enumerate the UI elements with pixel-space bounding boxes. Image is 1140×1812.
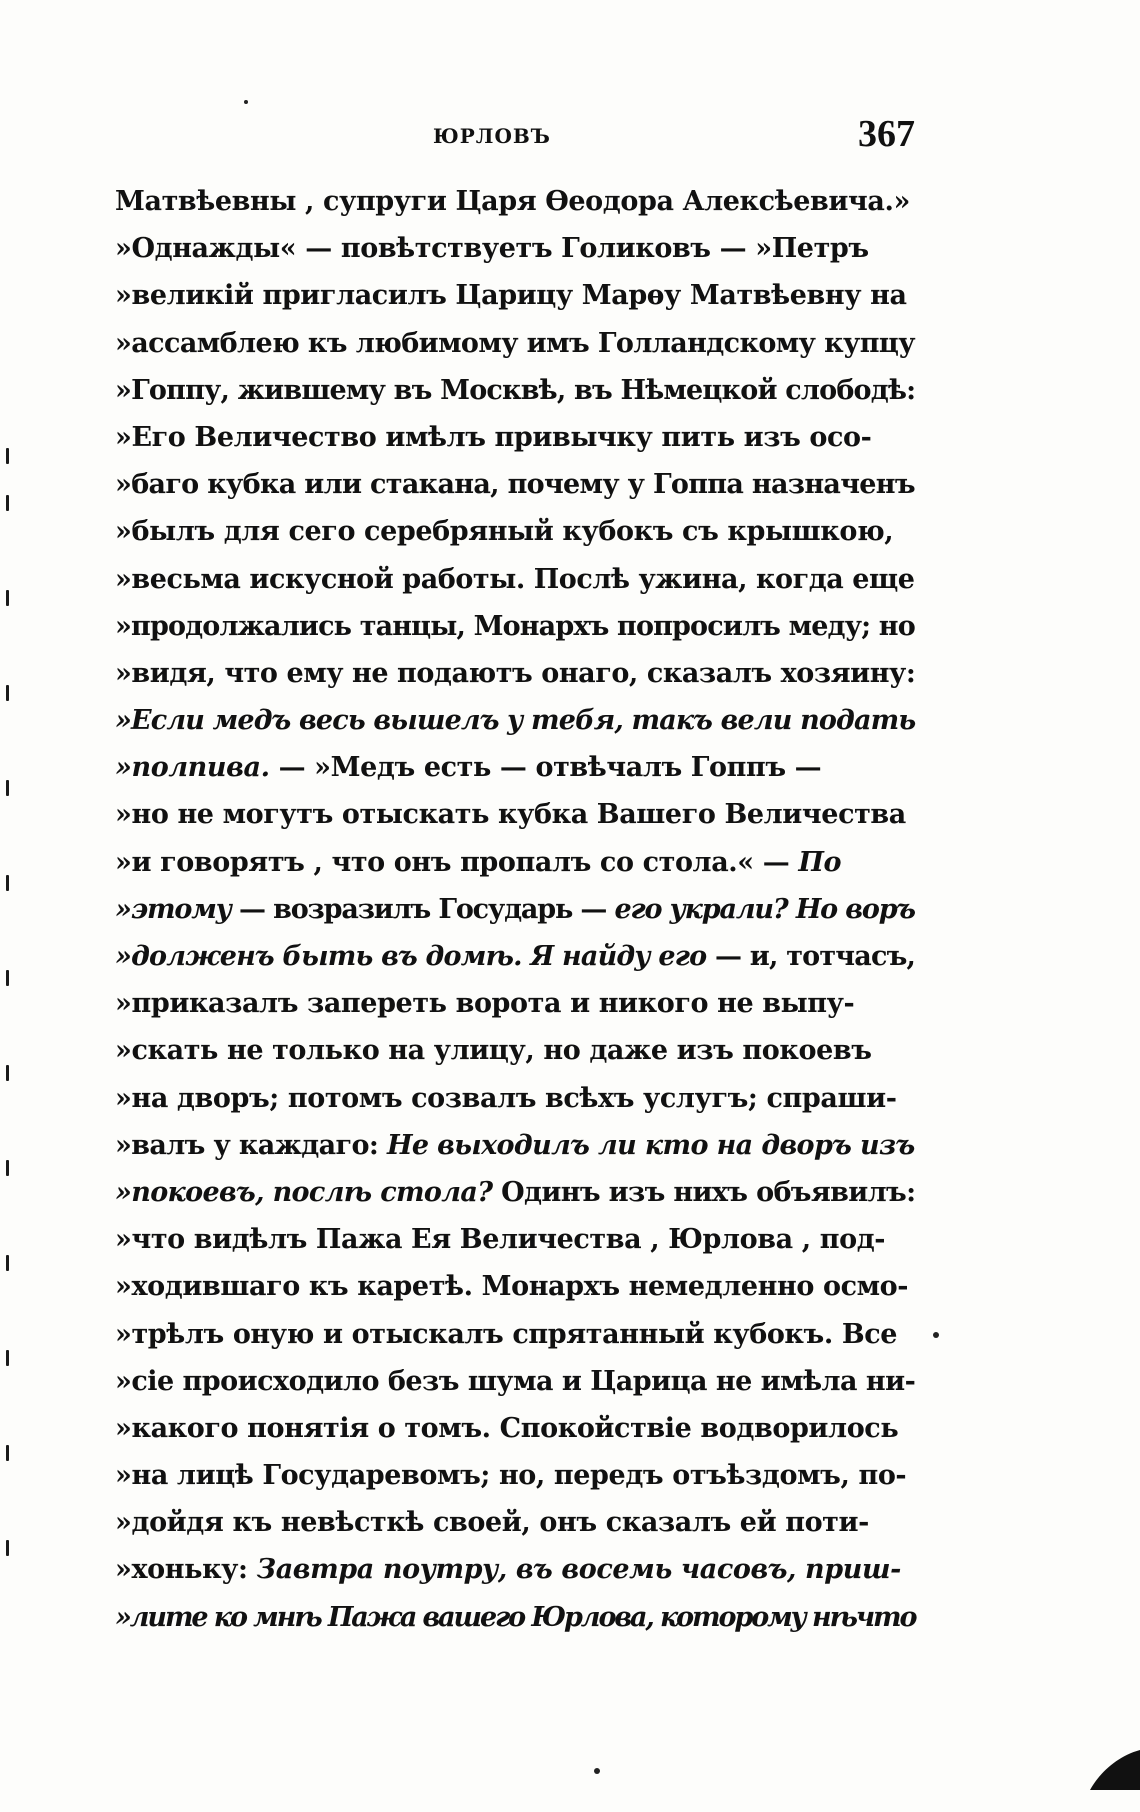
margin-ink-mark: [6, 780, 9, 796]
text-line: [115, 933, 915, 980]
text-line: [115, 225, 915, 272]
margin-ink-mark: [6, 448, 9, 464]
text-line: [115, 650, 915, 697]
margin-ink-mark: [6, 875, 9, 891]
text-line: [115, 272, 915, 319]
text-segment: »дойдя къ невѣсткѣ своей, онъ сказалъ ей поти-: [115, 1507, 869, 1539]
text-line: [115, 1311, 915, 1358]
italic-segment: »этому: [115, 893, 231, 925]
text-line: [115, 178, 915, 225]
text-segment: »великій пригласилъ Царицу Марѳу Матвѣевну на: [115, 280, 907, 312]
text-line: [115, 1075, 915, 1122]
italic-segment: »покоевъ, послѣ стола?: [115, 1176, 493, 1208]
text-segment: »Гоппу, жившему въ Москвѣ, въ Нѣмецкой слободѣ:: [115, 374, 916, 406]
text-line: [115, 839, 915, 886]
text-segment: »какого понятія о томъ. Спокойствіе водворилось: [115, 1412, 899, 1444]
italic-segment: »Если медъ весь вышелъ у тебя, такъ вели подать: [115, 705, 916, 737]
text-segment: »Однажды« — повѣтствуетъ Голиковъ — »Петръ: [115, 233, 869, 265]
text-segment: »приказалъ запереть ворота и никого не выпу-: [115, 988, 855, 1020]
italic-segment: его украли? Но воръ: [614, 893, 915, 925]
text-line: [115, 1358, 915, 1405]
text-segment: »баго кубка или стакана, почему у Гоппа назначенъ: [115, 469, 915, 501]
text-line: [115, 697, 915, 744]
text-line: [115, 320, 915, 367]
ink-dot: [594, 1768, 600, 1774]
text-segment: »хоньку:: [115, 1554, 257, 1586]
text-line: [115, 556, 915, 603]
italic-segment: По: [798, 846, 842, 878]
text-line: [115, 886, 915, 933]
italic-segment: »долженъ быть въ домѣ. Я найду его: [115, 941, 707, 972]
ink-dot: [933, 1332, 939, 1338]
text-segment: »что видѣлъ Пажа Ея Величества , Юрлова , под-: [115, 1224, 886, 1256]
running-head: ЮРЛОВЪ: [433, 124, 551, 148]
text-line: [115, 1499, 915, 1546]
text-line: [115, 744, 915, 791]
margin-ink-mark: [6, 590, 9, 606]
margin-ink-mark: [6, 970, 9, 986]
margin-ink-mark: [6, 1540, 9, 1556]
text-line: [115, 1546, 915, 1593]
text-segment: »весьма искусной работы. Послѣ ужина, когда еще: [115, 563, 915, 595]
text-line: [115, 1263, 915, 1310]
text-line: [115, 461, 915, 508]
text-line: [115, 603, 915, 650]
text-segment: »на лицѣ Государевомъ; но, передъ отъѣздомъ, по-: [115, 1460, 907, 1492]
text-line: [115, 1405, 915, 1452]
page-header: [115, 113, 915, 158]
text-segment: »на дворъ; потомъ созвалъ всѣхъ услугъ; спраши-: [115, 1082, 897, 1114]
text-segment: »видя, что ему не подаютъ онаго, сказалъ хозяину:: [115, 657, 916, 689]
text-segment: »продолжались танцы, Монархъ попросилъ меду; но: [115, 610, 915, 642]
italic-segment: »лите ко мнѣ Пажа вашего Юрлова, которому нѣчто: [115, 1601, 916, 1633]
text-segment: — и, тотчасъ,: [706, 941, 916, 972]
page-number: 367: [858, 113, 915, 155]
text-segment: — возразилъ Государь —: [230, 893, 615, 925]
text-line: [115, 414, 915, 461]
text-segment: »былъ для сего серебряный кубокъ съ крышкою,: [115, 516, 894, 548]
margin-ink-mark: [6, 1350, 9, 1366]
text-segment: — »Медъ есть — отвѣчалъ Гоппъ —: [269, 752, 822, 784]
text-segment: Матвѣевны , супруги Царя Ѳеодора Алексѣевича.»: [115, 186, 910, 217]
text-segment: »и говорятъ , что онъ пропалъ со стола.« —: [115, 846, 799, 878]
text-segment: »но не могутъ отыскать кубка Вашего Величества: [115, 799, 906, 831]
text-line: [115, 1452, 915, 1499]
text-segment: »сіе происходило безъ шума и Царица не имѣла ни-: [115, 1365, 916, 1397]
margin-ink-mark: [6, 1160, 9, 1176]
margin-ink-mark: [6, 1445, 9, 1461]
ink-dot: [244, 100, 248, 104]
text-segment: »валъ у каждаго:: [115, 1129, 387, 1161]
margin-ink-mark: [6, 685, 9, 701]
text-line: [115, 508, 915, 555]
text-line: [115, 1122, 915, 1169]
page-corner-shadow: [1090, 1750, 1140, 1790]
text-line: [115, 1594, 915, 1641]
body-text: [115, 178, 915, 1641]
text-line: [115, 1027, 915, 1074]
italic-segment: Завтра поутру, въ восемь часовъ, приш-: [256, 1554, 901, 1586]
text-line: [115, 980, 915, 1027]
margin-ink-mark: [6, 495, 9, 511]
margin-ink-mark: [6, 1255, 9, 1271]
text-segment: »скать не только на улицу, но даже изъ покоевъ: [115, 1035, 872, 1067]
text-line: [115, 1169, 915, 1216]
text-segment: »ходившаго къ каретѣ. Монархъ немедленно осмо-: [115, 1271, 909, 1303]
text-segment: »ассамблею къ любимому имъ Голландскому купцу: [115, 327, 915, 359]
margin-ink-mark: [6, 1065, 9, 1081]
italic-segment: »полпива.: [115, 752, 270, 784]
text-line: [115, 791, 915, 838]
text-segment: »трѣлъ оную и отыскалъ спрятанный кубокъ. Все: [115, 1318, 898, 1350]
text-line: [115, 367, 915, 414]
text-segment: Одинъ изъ нихъ объявилъ:: [492, 1176, 916, 1208]
text-line: [115, 1216, 915, 1263]
text-segment: »Его Величество имѣлъ привычку пить изъ осо-: [115, 421, 872, 453]
italic-segment: Не выходилъ ли кто на дворъ изъ: [386, 1129, 915, 1161]
